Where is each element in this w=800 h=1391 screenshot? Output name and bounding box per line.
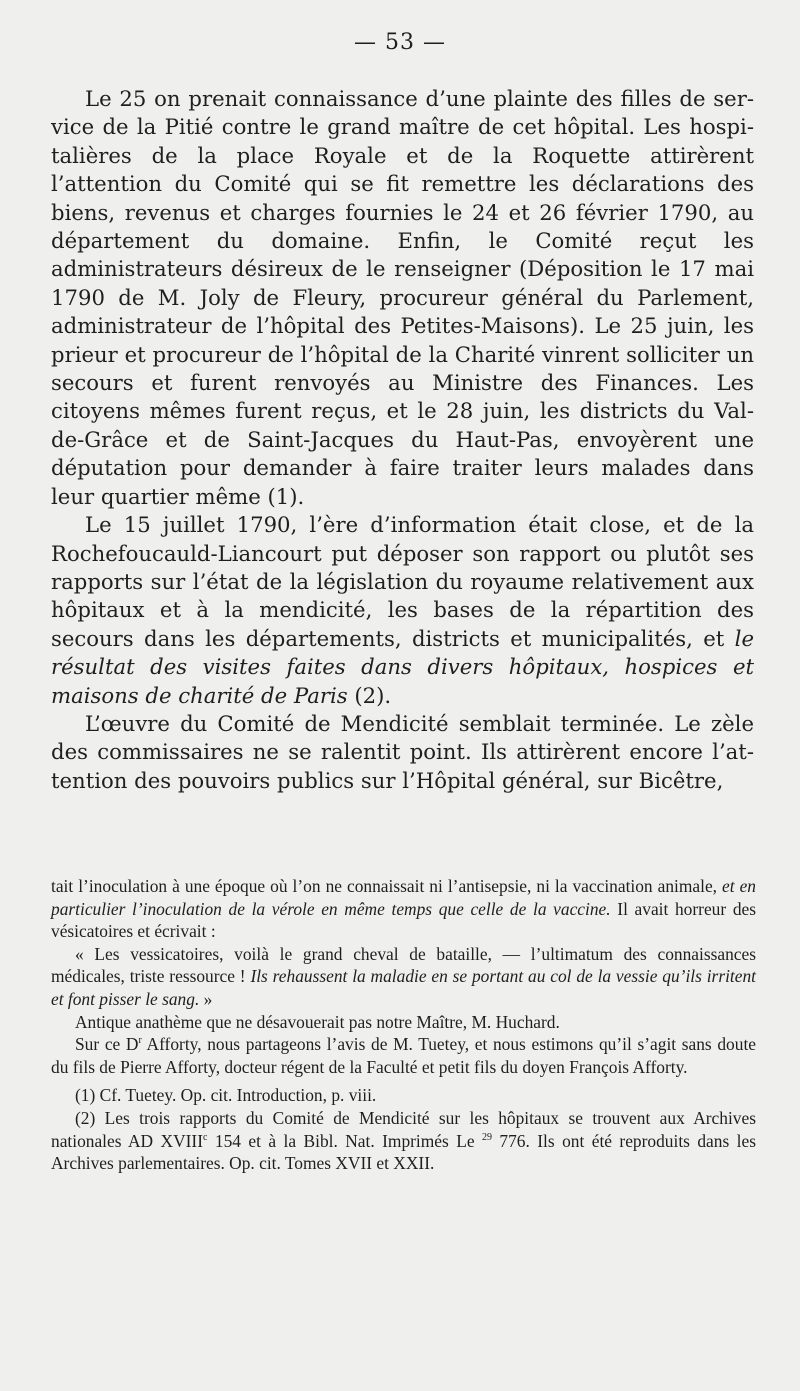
note-anathema: Antique anathème que ne désavouerait pas notre Maître, M. Huchard. [75, 1011, 560, 1032]
note-superscript: c [203, 1131, 208, 1143]
note-superscript: 29 [481, 1131, 492, 1143]
note-text: « Les vessicatoires, voilà le grand cheval de bataille, — l’ultimatum des connaissances médicales, triste ressource ! [51, 943, 756, 987]
paragraph-2-ref: (2). [347, 682, 392, 708]
paragraph-2 [51, 511, 754, 710]
paragraph-2-text: Le 15 juillet 1790, l’ère d’information était close, et de la Rochefoucauld-Liancourt put déposer son rapport ou plutôt ses rapports sur l’état de la législation du royaume relativement aux hôpitaux et à la mendicité, les bases de la répartition des secours dans les départements, districts et municipalités, et [51, 512, 754, 651]
main-text [51, 85, 754, 795]
note-text: » [199, 988, 213, 1009]
note-continuation [51, 875, 756, 943]
paragraph-1: Le 25 on prenait connaissance d’une plainte des filles de service de la Pitié contre le grand maître de cet hôpital. Les hospitalières de la place Royale et de la Roquette attirèrent l’attention du Comité qui se fit remettre les déclarations des biens, revenus et charges fournies le 24 et 26 février 1790, au département du domaine. Enfin, le Comité reçut les administrateurs désireux de le renseigner (Déposition le 17 mai 1790 de M. Joly de Fleury, procureur général du Parlement, administrateur de l’hôpital des Petites-Maisons). Le 25 juin, les prieur et procureur de l’hôpital de la Charité vinrent solliciter un secours et furent renvoyés au Ministre des Finances. Les citoyens mêmes furent reçus, et le 28 juin, les districts du Val-de-Grâce et de Saint-Jacques du Haut-Pas, envoyèrent une députation pour demander à faire traiter leurs malades dans leur quartier même (1). [51, 86, 754, 509]
note-text: tait l’inoculation à une époque où l’on ne connaissait ni l’antisepsie, ni la vaccination animale, [51, 876, 723, 896]
note-quote [51, 943, 756, 1011]
note-afforty [51, 1033, 756, 1078]
note-italic: Ils rehaussent la maladie en se portant au col de la vessie qu’ils irritent et font pisser le sang. [51, 966, 756, 1009]
page-number: — 53 — [354, 30, 446, 55]
note-italic: et en particulier l’inoculation de la vérole en même temps que celle de la vaccine. [51, 876, 757, 919]
footnotes [51, 875, 756, 1175]
note-text: Il avait horreur des vésicatoires et écrivait : [51, 898, 756, 942]
note-text: (2) Les trois rapports du Comité de Mendicité sur les hôpitaux se trouvent aux Archives nationales AD XVIII [51, 1107, 756, 1151]
note-text: Afforty, nous partageons l’avis de M. Tuetey, et nous estimons qu’il s’agit sans doute du fils de Pierre Afforty, docteur régent de la Faculté et petit fils du doyen François Afforty. [51, 1034, 756, 1077]
note-text: Sur ce D [75, 1034, 139, 1055]
paragraph-2-italic: le résultat des visites faites dans divers hôpitaux, hospices et maisons de charité de Paris [51, 625, 754, 708]
footnote-1: (1) Cf. Tuetey. Op. cit. Introduction, p. viii. [75, 1085, 377, 1106]
note-text: 154 et à la Bibl. Nat. Imprimés Le [207, 1130, 482, 1151]
paragraph-3: L’œuvre du Comité de Mendicité semblait terminée. Le zèle des commissaires ne se ralentit point. Ils attirèrent encore l’attention des pouvoirs publics sur l’Hôpital général, sur Bicêtre, [51, 710, 754, 793]
footnote-2 [51, 1107, 756, 1175]
note-superscript: r [138, 1035, 142, 1047]
note-text: 776. Ils ont été reproduits dans les Archives parlementaires. Op. cit. Tomes XVII et XXII. [51, 1130, 756, 1174]
